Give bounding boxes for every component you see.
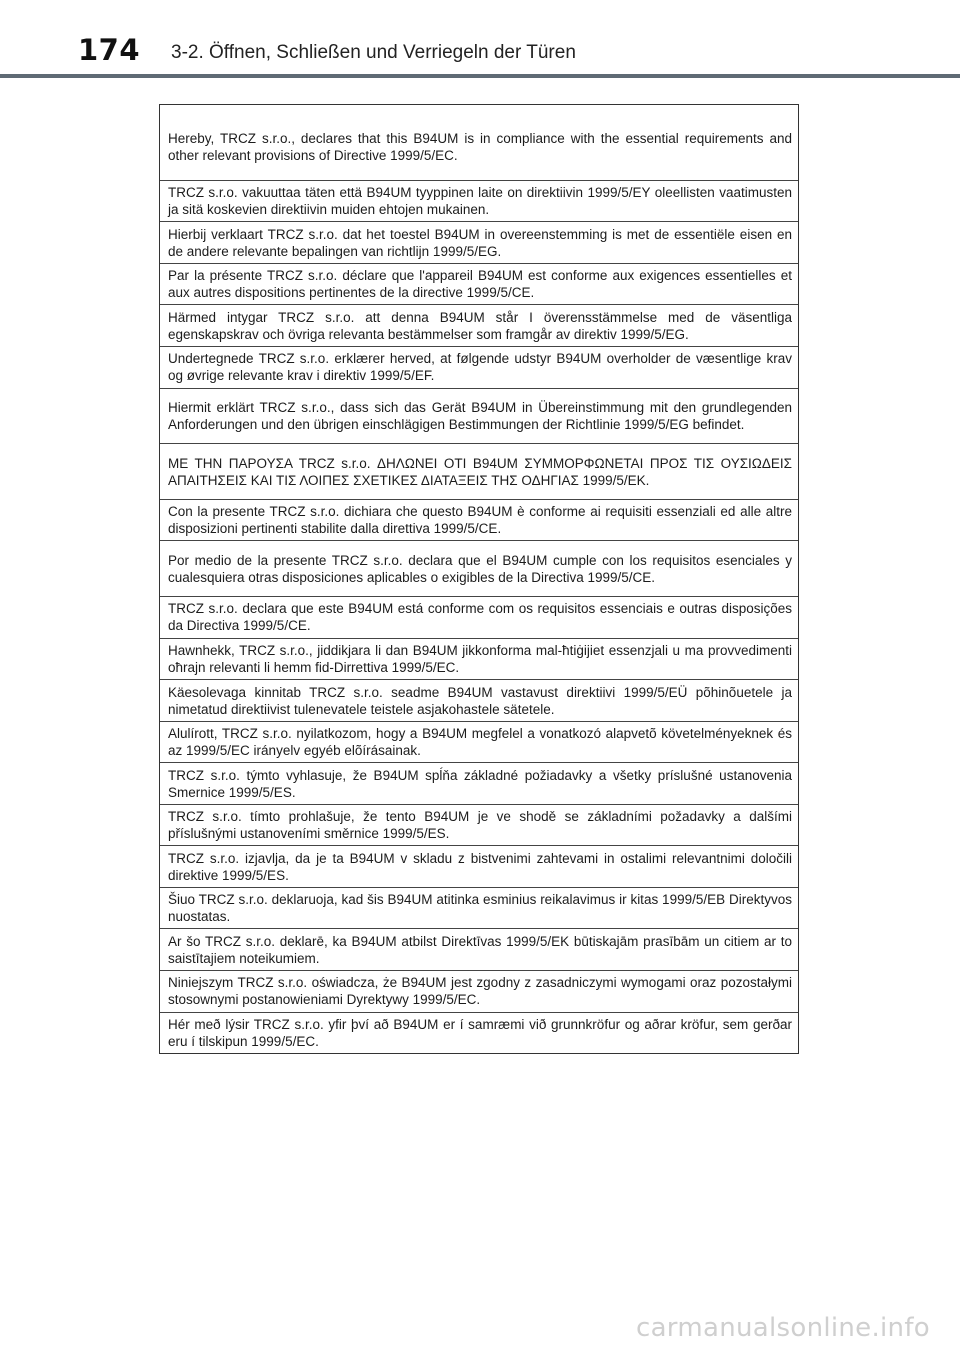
declaration-row bbox=[160, 264, 798, 306]
declaration-text: Undertegnede TRCZ s.r.o. erklærer herved, at følgende udstyr B94UM overholder de væsentlige krav og øvrige relevante krav i direktiv 1999/5/EF. bbox=[168, 351, 792, 384]
declaration-text: Hawnhekk, TRCZ s.r.o., jiddikjara li dan B94UM jikkonforma mal-ħtiġijiet essenzjali u ma provvedimenti oħrajn relevanti li hemm fid-Dirrettiva 1999/5/EC. bbox=[168, 642, 792, 675]
declaration-row bbox=[160, 722, 798, 764]
declaration-row bbox=[160, 305, 798, 347]
declaration-row bbox=[160, 971, 798, 1013]
declaration-text: TRCZ s.r.o. tímto prohlašuje, že tento B94UM je ve shodě se základními požadavky a dalšími příslušnými ustanoveními směrnice 1999/5/ES. bbox=[168, 809, 792, 842]
declaration-text: Käesolevaga kinnitab TRCZ s.r.o. seadme B94UM vastavust direktiivi 1999/5/EÜ põhinõuetele ja nimetatud direktiivist tulenevatele teistele asjakohastele sätetele. bbox=[168, 684, 792, 717]
declaration-text: Härmed intygar TRCZ s.r.o. att denna B94UM står I överensstämmelse med de väsentliga egenskapskrav och övriga relevanta bestämmelser som framgår av direktiv 1999/5/EG. bbox=[168, 309, 792, 342]
declaration-row bbox=[160, 222, 798, 264]
declaration-text: Por medio de la presente TRCZ s.r.o. declara que el B94UM cumple con los requisitos esenciales y cualesquiera otras disposiciones aplicables o exigibles de la Directiva 1999/5/CE. bbox=[168, 552, 792, 585]
declaration-text: Hér með lýsir TRCZ s.r.o. yfir því að B94UM er í samræmi við grunnkröfur og aðrar kröfur, sem gerðar eru í tilskipun 1999/5/EC. bbox=[168, 1016, 792, 1049]
page-number: 174 bbox=[78, 33, 141, 67]
declaration-text: Par la présente TRCZ s.r.o. déclare que l'appareil B94UM est conforme aux exigences essentielles et aux autres dispositions pertinentes de la directive 1999/5/CE. bbox=[168, 268, 792, 301]
declaration-text: Šiuo TRCZ s.r.o. deklaruoja, kad šis B94UM atitinka esminius reikalavimus ir kitas 1999/5/EB Direktyvos nuostatas. bbox=[168, 892, 792, 925]
declaration-text: Alulírott, TRCZ s.r.o. nyilatkozom, hogy a B94UM megfelel a vonatkozó alapvetõ követelményeknek és az 1999/5/EC irányelv egyéb elõírásainak. bbox=[168, 726, 792, 759]
section-title: 3-2. Öffnen, Schließen und Verriegeln der Türen bbox=[171, 42, 576, 63]
declaration-text: Ar šo TRCZ s.r.o. deklarē, ka B94UM atbilst Direktīvas 1999/5/EK būtiskajām prasībām un citiem ar to saistītajiem noteikumiem. bbox=[168, 933, 792, 966]
declaration-row bbox=[160, 1013, 798, 1054]
declaration-text: Niniejszym TRCZ s.r.o. oświadcza, że B94UM jest zgodny z zasadniczymi wymogami oraz pozostałymi stosownymi postanowieniami Dyrektywy 1999/5/EC. bbox=[168, 975, 792, 1008]
declaration-row bbox=[160, 846, 798, 888]
declaration-row bbox=[160, 347, 798, 389]
declaration-row bbox=[160, 541, 798, 597]
declaration-text: TRCZ s.r.o. izjavlja, da je ta B94UM v skladu z bistvenimi zahtevami in ostalimi relevantnimi določili direktive 1999/5/ES. bbox=[168, 850, 792, 883]
declaration-row bbox=[160, 805, 798, 847]
declaration-text: Hereby, TRCZ s.r.o., declares that this B94UM is in compliance with the essential requirements and other relevant provisions of Directive 1999/5/EC. bbox=[168, 131, 792, 164]
declaration-text: TRCZ s.r.o. vakuuttaa täten että B94UM tyyppinen laite on direktiivin 1999/5/EY oleellisten vaatimusten ja sitä koskevien direktiivin muiden ehtojen mukainen. bbox=[168, 185, 792, 218]
declaration-of-conformity-table bbox=[159, 104, 799, 1054]
watermark-text: carmanualsonline.info bbox=[635, 1313, 930, 1343]
declaration-row bbox=[160, 389, 798, 445]
declaration-row bbox=[160, 181, 798, 223]
declaration-row bbox=[160, 597, 798, 639]
declaration-text: Con la presente TRCZ s.r.o. dichiara che questo B94UM è conforme ai requisiti essenziali ed alle altre disposizioni pertinenti stabilite dalla direttiva 1999/5/CE. bbox=[168, 504, 792, 537]
page-header bbox=[0, 0, 960, 80]
declaration-text: Hierbij verklaart TRCZ s.r.o. dat het toestel B94UM in overeenstemming is met de essentiële eisen en de andere relevante bepalingen van richtlijn 1999/5/EG. bbox=[168, 226, 792, 259]
declaration-text: TRCZ s.r.o. declara que este B94UM está conforme com os requisitos essenciais e outras disposições da Directiva 1999/5/CE. bbox=[168, 601, 792, 634]
declaration-row bbox=[160, 105, 798, 181]
header-divider bbox=[0, 74, 960, 78]
declaration-row bbox=[160, 888, 798, 930]
declaration-text: Hiermit erklärt TRCZ s.r.o., dass sich das Gerät B94UM in Übereinstimmung mit den grundlegenden Anforderungen und den übrigen einschlägigen Bestimmungen der Richtlinie 1999/5/EG befindet. bbox=[168, 399, 792, 432]
declaration-row bbox=[160, 444, 798, 500]
declaration-row bbox=[160, 929, 798, 971]
declaration-row bbox=[160, 680, 798, 722]
declaration-row bbox=[160, 500, 798, 542]
declaration-text: TRCZ s.r.o. týmto vyhlasuje, že B94UM spĺňa základné požiadavky a všetky príslušné ustanovenia Smernice 1999/5/ES. bbox=[168, 767, 792, 800]
declaration-row bbox=[160, 639, 798, 681]
declaration-row bbox=[160, 763, 798, 805]
declaration-text: ΜΕ ΤΗΝ ΠΑΡΟΥΣΑ TRCZ s.r.o. ΔΗΛΩΝΕΙ ΟΤΙ B94UM ΣΥΜΜΟΡΦΩΝΕΤΑΙ ΠΡΟΣ ΤΙΣ ΟΥΣΙΩΔΕΙΣ ΑΠΑΙΤΗΣΕΙΣ ΚΑΙ ΤΙΣ ΛΟΙΠΕΣ ΣΧΕΤΙΚΕΣ ΔΙΑΤΑΞΕΙΣ ΤΗΣ ΟΔΗΓΙΑΣ 1999/5/ΕΚ. bbox=[168, 455, 792, 488]
